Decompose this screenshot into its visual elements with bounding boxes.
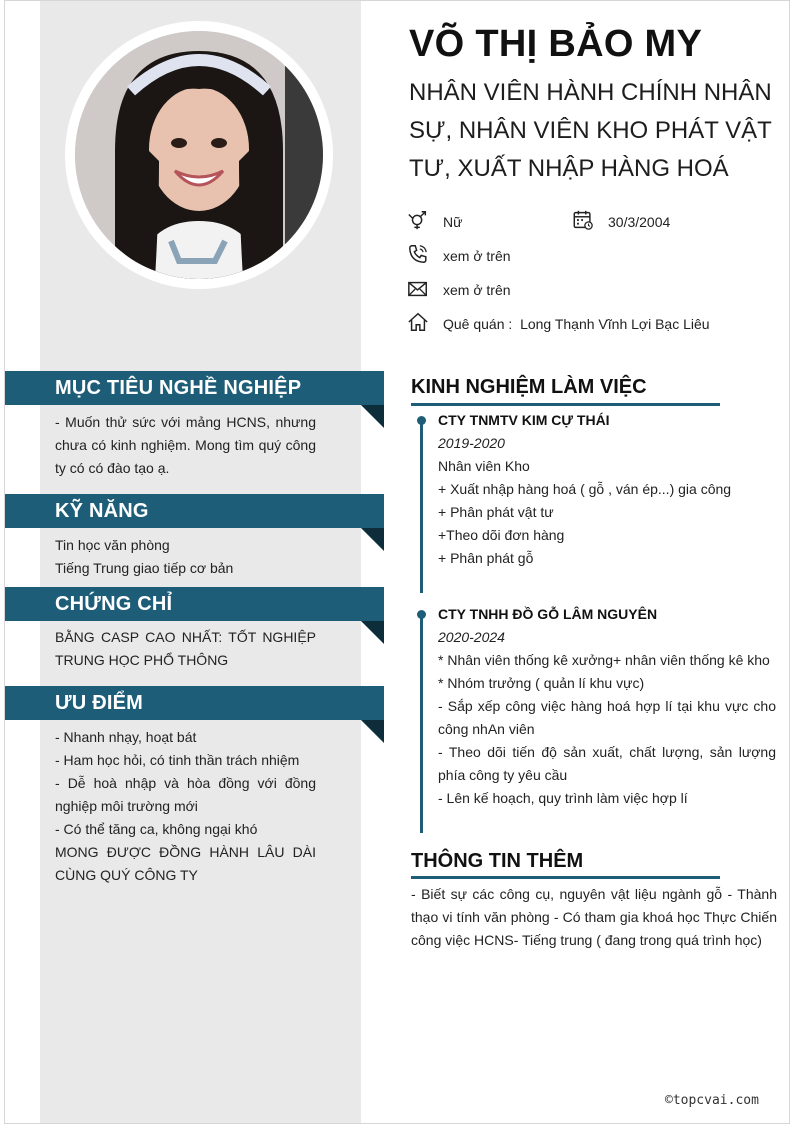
objective-band — [5, 371, 384, 405]
job-line: +Theo dõi đơn hàng — [438, 527, 565, 543]
skills-list — [55, 534, 316, 580]
strength-item: - Có thể tăng ca, không ngại khó — [55, 821, 258, 837]
timeline-line — [420, 419, 423, 593]
job-line: + Xuất nhập hàng hoá ( gỗ , ván ép...) gia công — [438, 481, 732, 497]
phone-value: xem ở trên — [443, 248, 511, 264]
strengths-fold — [361, 720, 384, 743]
gender-value: Nữ — [443, 214, 463, 230]
job-line: - Theo dõi tiến độ sản xuất, chất lượng, sản lượng phía công ty yêu cầu — [438, 744, 776, 783]
phone-icon — [407, 243, 429, 265]
skills-title: KỸ NĂNG — [55, 500, 149, 522]
job-line: * Nhân viên thống kê xưởng+ nhân viên thống kê kho — [438, 652, 770, 668]
mail-icon — [407, 278, 429, 300]
experience-rule — [411, 403, 720, 406]
timeline-dot — [417, 416, 426, 425]
certificates-fold — [361, 621, 384, 644]
skills-band — [5, 494, 384, 528]
hometown-label: Quê quán : — [443, 316, 513, 332]
strengths-band — [5, 686, 384, 720]
job-period: 2019-2020 — [438, 435, 505, 451]
job-line: * Nhóm trưởng ( quản lí khu vực) — [438, 675, 645, 691]
strength-item: - Nhanh nhạy, hoạt bát — [55, 729, 197, 745]
hometown-value: Long Thạnh Vĩnh Lợi Bạc Liêu — [520, 316, 710, 332]
strength-item: - Ham học hỏi, có tinh thần trách nhiệm — [55, 752, 300, 768]
cv-page — [4, 0, 790, 1124]
certificates-text: BẰNG CASP CAO NHẤT: TỐT NGHIỆP TRUNG HỌC PHỔ THÔNG — [55, 629, 316, 668]
strengths-title: ƯU ĐIỂM — [55, 692, 143, 714]
job-entry — [438, 409, 776, 570]
extra-info-rule — [411, 876, 720, 879]
hometown-line — [443, 316, 710, 332]
job-period: 2020-2024 — [438, 629, 505, 645]
objective-text: - Muốn thử sức với mảng HCNS, nhưng chưa có kinh nghiệm. Mong tìm quý công ty có có đào tạo ạ. — [55, 414, 316, 476]
certificates-title: CHỨNG CHỈ — [55, 593, 173, 615]
experience-title: KINH NGHIỆM LÀM VIỆC — [411, 376, 647, 398]
email-value: xem ở trên — [443, 282, 511, 298]
watermark: ©topcvai.com — [665, 1093, 759, 1108]
job-company: CTY TNHH ĐỒ GỖ LÂM NGUYÊN — [438, 606, 658, 622]
skill-item: Tin học văn phòng — [55, 537, 170, 553]
job-line: - Sắp xếp công việc hàng hoá hợp lí tại khu vực cho công nhAn viên — [438, 698, 776, 737]
strengths-list — [55, 726, 316, 887]
timeline-dot — [417, 610, 426, 619]
job-company: CTY TNMTV KIM CỰ THÁI — [438, 412, 610, 428]
job-line: + Phân phát gỗ — [438, 550, 534, 566]
birthday-value: 30/3/2004 — [608, 214, 671, 230]
skill-item: Tiếng Trung giao tiếp cơ bản — [55, 560, 234, 576]
job-title: NHÂN VIÊN HÀNH CHÍNH NHÂN SỰ, NHÂN VIÊN KHO PHÁT VẬT TƯ, XUẤT NHẬP HÀNG HOÁ — [409, 79, 772, 182]
timeline-line — [420, 613, 423, 833]
job-line: - Lên kế hoạch, quy trình làm việc hợp lí — [438, 790, 688, 806]
objective-title: MỤC TIÊU NGHỀ NGHIỆP — [55, 377, 302, 399]
extra-info-title: THÔNG TIN THÊM — [411, 850, 584, 872]
strength-item: MONG ĐƯỢC ĐỒNG HÀNH LÂU DÀI CÙNG QUÝ CÔNG TY — [55, 844, 316, 883]
avatar — [75, 31, 323, 279]
home-icon — [407, 311, 429, 333]
job-line: Nhân viên Kho — [438, 458, 530, 474]
objective-fold — [361, 405, 384, 428]
calendar-icon — [572, 209, 594, 231]
extra-info-text: - Biết sự các công cụ, nguyên vật liệu ngành gỗ - Thành thạo vi tính văn phòng - Có tham gia khoá học Thực Chiến công việc HCNS- Tiếng trung ( đang trong quá trình học) — [411, 886, 777, 948]
strength-item: - Dễ hoà nhập và hòa đồng với đồng nghiệp môi trường mới — [55, 775, 316, 814]
candidate-name: VÕ THỊ BẢO MY — [409, 23, 703, 65]
job-entry — [438, 603, 776, 810]
job-line: + Phân phát vật tư — [438, 504, 554, 520]
gender-icon — [407, 209, 429, 231]
certificates-band — [5, 587, 384, 621]
skills-fold — [361, 528, 384, 551]
